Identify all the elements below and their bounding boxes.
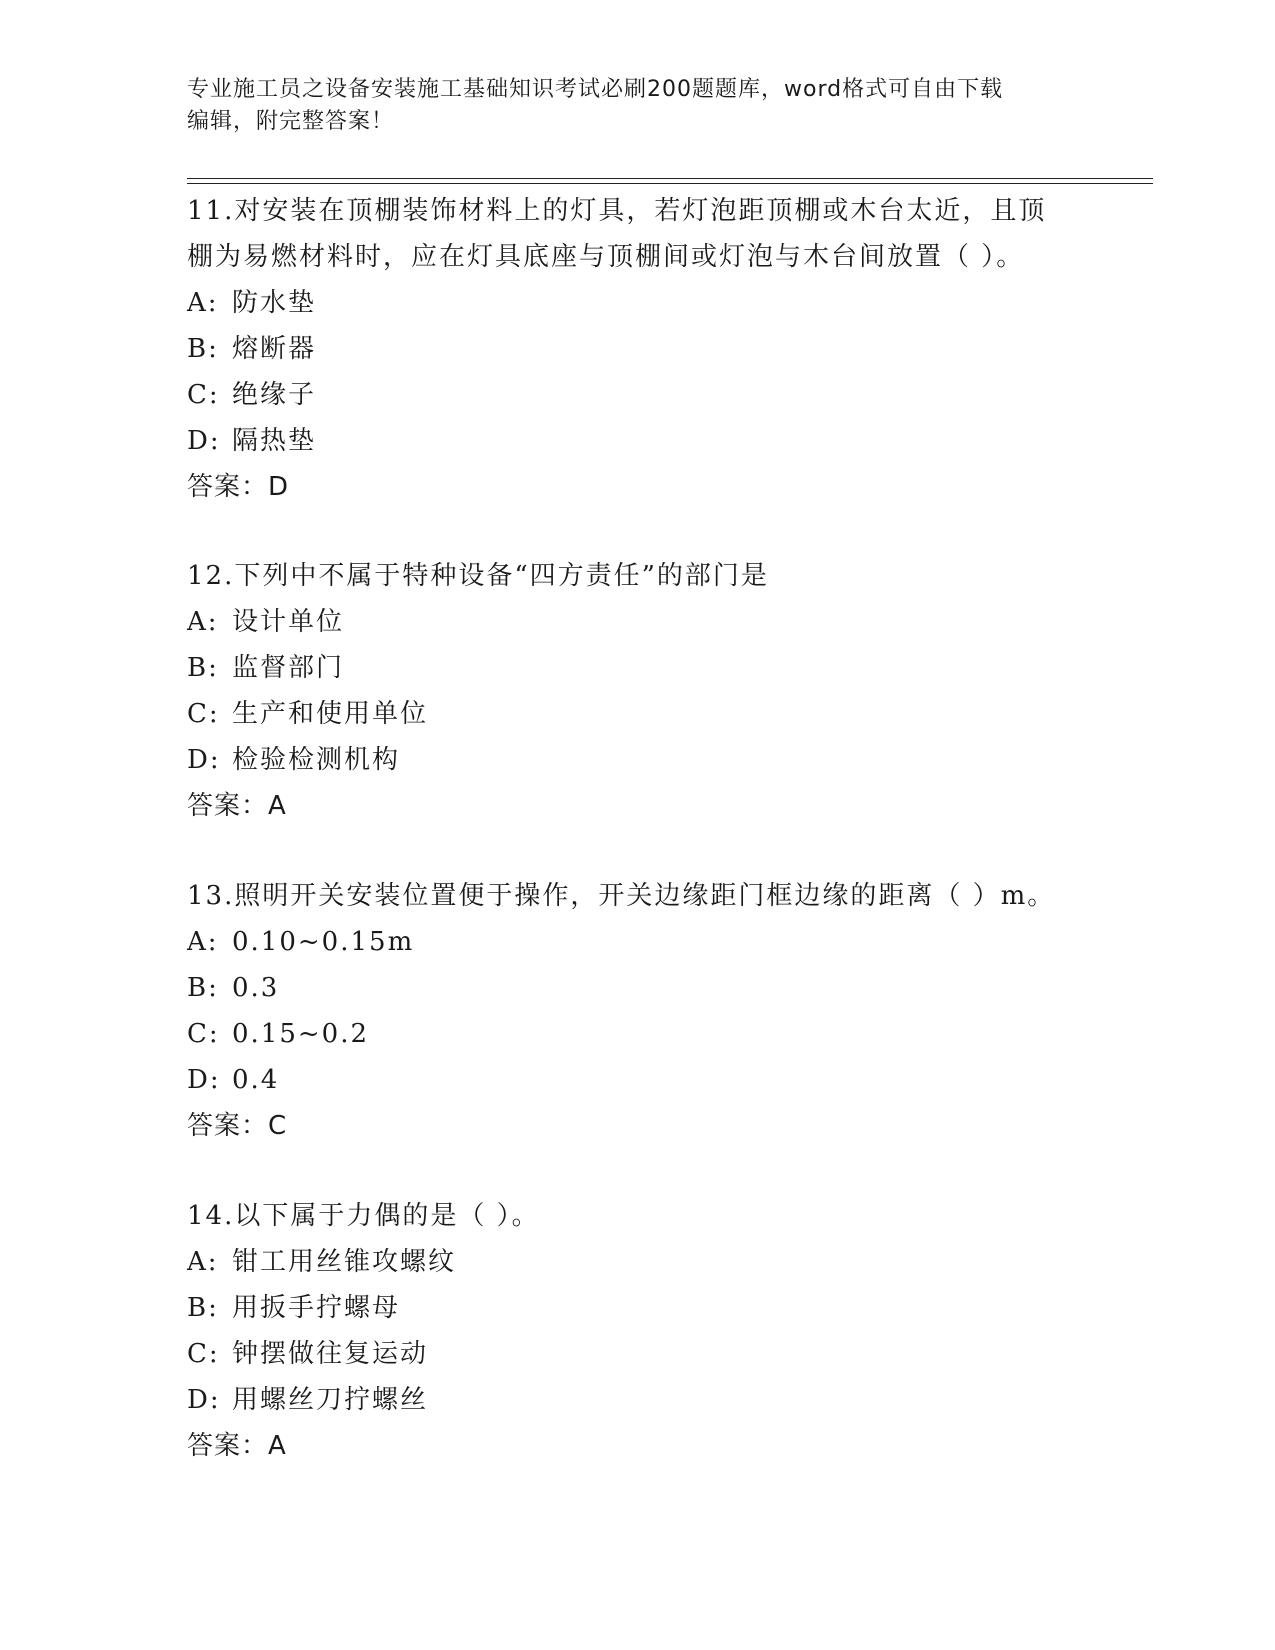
option-text: 0.3 xyxy=(232,973,280,1003)
question-stem-line: 12.下列中不属于特种设备“四方责任”的部门是 xyxy=(187,561,769,591)
option-text: 熔断器 xyxy=(232,334,317,364)
option-text: 0.4 xyxy=(232,1065,280,1095)
question-stem-line: 14.以下属于力偶的是（ ）。 xyxy=(187,1201,540,1231)
header-line-1: 专业施工员之设备安装施工基础知识考试必刷200题题库，word格式可自由下载 xyxy=(187,77,1004,102)
option-key: D: xyxy=(187,426,221,456)
option-key: B: xyxy=(187,334,219,364)
option-d xyxy=(187,737,1087,783)
option-text: 绝缘子 xyxy=(232,380,317,410)
option-a xyxy=(187,599,1087,645)
option-key: B: xyxy=(187,1293,219,1323)
option-key: B: xyxy=(187,973,219,1003)
option-key: D: xyxy=(187,1385,221,1415)
option-text: 防水垫 xyxy=(232,288,317,318)
option-b xyxy=(187,645,1087,691)
option-text: 0.15~0.2 xyxy=(232,1019,370,1049)
option-text: 用扳手拧螺母 xyxy=(232,1293,401,1323)
question-stem xyxy=(187,553,1087,599)
answer: 答案：A xyxy=(187,1431,287,1461)
question-stem xyxy=(187,873,1087,919)
question-stem-line: 13.照明开关安装位置便于操作，开关边缘距门框边缘的距离（ ）m。 xyxy=(187,881,1056,911)
option-c xyxy=(187,1011,1087,1057)
option-b xyxy=(187,1285,1087,1331)
option-text: 用螺丝刀拧螺丝 xyxy=(232,1385,429,1415)
option-key: C: xyxy=(187,380,220,410)
header-line-2: 编辑，附完整答案！ xyxy=(187,109,395,134)
option-key: B: xyxy=(187,653,219,683)
option-d xyxy=(187,1377,1087,1423)
option-key: A: xyxy=(187,288,219,318)
question-12 xyxy=(187,553,1087,829)
question-stem xyxy=(187,188,1087,280)
option-text: 设计单位 xyxy=(232,607,345,637)
option-key: C: xyxy=(187,1019,220,1049)
option-c xyxy=(187,691,1087,737)
document-header xyxy=(187,74,1067,138)
option-a xyxy=(187,1239,1087,1285)
option-key: D: xyxy=(187,1065,221,1095)
question-stem-line: 棚为易燃材料时，应在灯具底座与顶棚间或灯泡与木台间放置（ ）。 xyxy=(187,242,1025,272)
header-divider-bottom xyxy=(187,183,1153,184)
question-stem xyxy=(187,1193,1087,1239)
option-text: 隔热垫 xyxy=(232,426,317,456)
option-key: D: xyxy=(187,745,221,775)
question-stem-line: 11.对安装在顶棚装饰材料上的灯具，若灯泡距顶棚或木台太近，且顶 xyxy=(187,196,1047,226)
answer: 答案：D xyxy=(187,472,290,502)
option-text: 检验检测机构 xyxy=(232,745,401,775)
option-key: A: xyxy=(187,927,219,957)
option-a xyxy=(187,280,1087,326)
option-key: A: xyxy=(187,1247,219,1277)
answer: 答案：C xyxy=(187,1111,288,1141)
question-14 xyxy=(187,1193,1087,1469)
answer: 答案：A xyxy=(187,791,287,821)
option-d xyxy=(187,418,1087,464)
option-a xyxy=(187,919,1087,965)
option-b xyxy=(187,326,1087,372)
option-c xyxy=(187,1331,1087,1377)
option-text: 钟摆做往复运动 xyxy=(232,1339,429,1369)
option-key: A: xyxy=(187,607,219,637)
option-key: C: xyxy=(187,699,220,729)
option-b xyxy=(187,965,1087,1011)
option-text: 钳工用丝锥攻螺纹 xyxy=(232,1247,457,1277)
question-13 xyxy=(187,873,1087,1149)
option-text: 生产和使用单位 xyxy=(232,699,429,729)
option-d xyxy=(187,1057,1087,1103)
option-text: 监督部门 xyxy=(232,653,345,683)
option-c xyxy=(187,372,1087,418)
option-text: 0.10~0.15m xyxy=(232,927,415,957)
question-11 xyxy=(187,188,1087,510)
header-divider-top xyxy=(187,178,1153,179)
option-key: C: xyxy=(187,1339,220,1369)
